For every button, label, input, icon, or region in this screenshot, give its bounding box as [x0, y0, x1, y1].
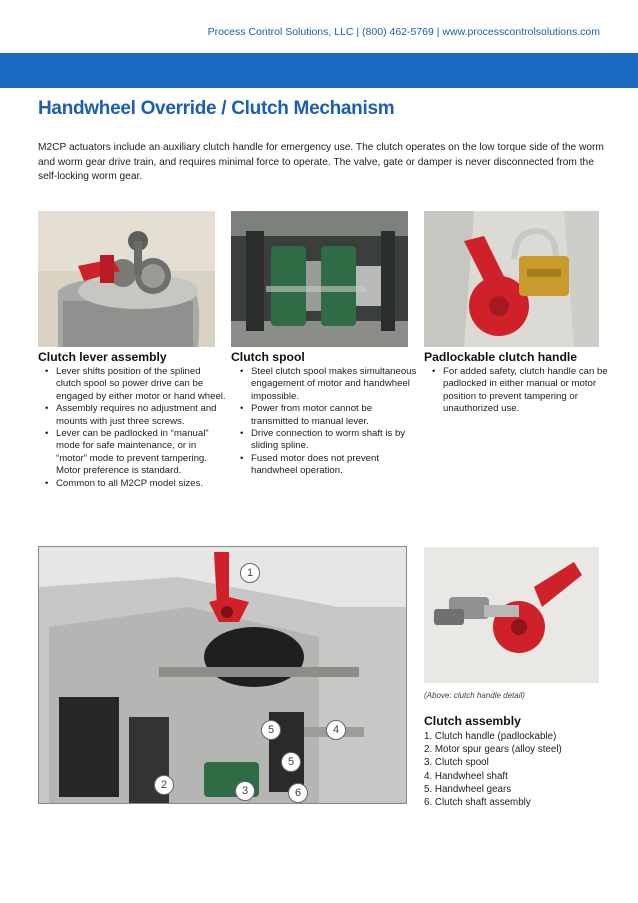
- list-item: • Common to all M2CP model sizes.: [56, 478, 226, 490]
- header-bar: [0, 53, 638, 88]
- callout-1: 1: [240, 563, 260, 583]
- callout-4: 4: [326, 720, 346, 740]
- callout-5b: 5: [281, 752, 301, 772]
- list-item: 3. Clutch spool: [424, 757, 489, 769]
- assembly-list: [424, 730, 562, 809]
- callout-6: 6: [288, 783, 308, 803]
- list-item: • Lever shifts position of the splined clutch spool so power drive can be engaged by either motor or hand wheel.: [56, 366, 226, 403]
- spool-bullets: [236, 366, 417, 478]
- list-item: 2. Motor spur gears (alloy steel): [424, 744, 562, 756]
- callout-2: 2: [154, 775, 174, 795]
- list-item: 4. Handwheel shaft: [424, 770, 508, 782]
- list-item: • Steel clutch spool makes simultaneous engagement of motor and handwheel impossible.: [251, 366, 417, 403]
- list-item: 1. Clutch handle (padlockable): [424, 731, 557, 742]
- detail-note: (Above: clutch handle detail): [424, 691, 525, 700]
- intro-paragraph: M2CP actuators include an auxiliary clutch handle for emergency use. The clutch operates on the low torque side of the worm and worm gear drive train, and requires minimal force to operate. The valve, gate or damper is never disconnected from the self-locking worm gear.: [38, 142, 604, 182]
- list-item: • Fused motor does not prevent handwheel operation.: [251, 453, 417, 478]
- list-item: • Drive connection to worm shaft is by sliding spline.: [251, 428, 417, 453]
- clutch-handle-detail-photo: [424, 547, 599, 683]
- list-item: 6. Clutch shaft assembly: [424, 797, 531, 809]
- section-title-spool: Clutch spool: [231, 350, 305, 364]
- padlock-handle-photo: [424, 211, 599, 347]
- page-title: Handwheel Override / Clutch Mechanism: [38, 98, 395, 119]
- page-header: [0, 0, 638, 50]
- list-item: 5. Handwheel gears: [424, 783, 512, 795]
- section-title-padlock: Padlockable clutch handle: [424, 350, 578, 364]
- clutch-spool-photo: [231, 211, 408, 347]
- section-title-lever: Clutch lever assembly: [38, 350, 167, 364]
- callout-3: 3: [235, 781, 255, 801]
- lever-bullets: [41, 366, 226, 490]
- list-item: • For added safety, clutch handle can be padlocked in either manual or motor position to prevent tampering or unauthorized use.: [443, 366, 611, 416]
- assembly-title: Clutch assembly: [424, 714, 521, 728]
- list-item: • Assembly requires no adjustment and mounts with just three screws.: [56, 403, 226, 428]
- contact-line: Process Control Solutions, LLC | (800) 462-5769 | www.processcontrolsolutions.com: [207, 26, 600, 38]
- list-item: • Lever can be padlocked in “manual” mode for safe maintenance, or in “motor” mode to prevent tampering. Motor preference is standard.: [56, 428, 226, 478]
- clutch-assembly-photo: [38, 546, 407, 804]
- list-item: • Power from motor cannot be transmitted to manual lever.: [251, 403, 417, 428]
- padlock-bullets: [428, 366, 611, 416]
- callout-5a: 5: [261, 720, 281, 740]
- clutch-lever-photo: [38, 211, 215, 347]
